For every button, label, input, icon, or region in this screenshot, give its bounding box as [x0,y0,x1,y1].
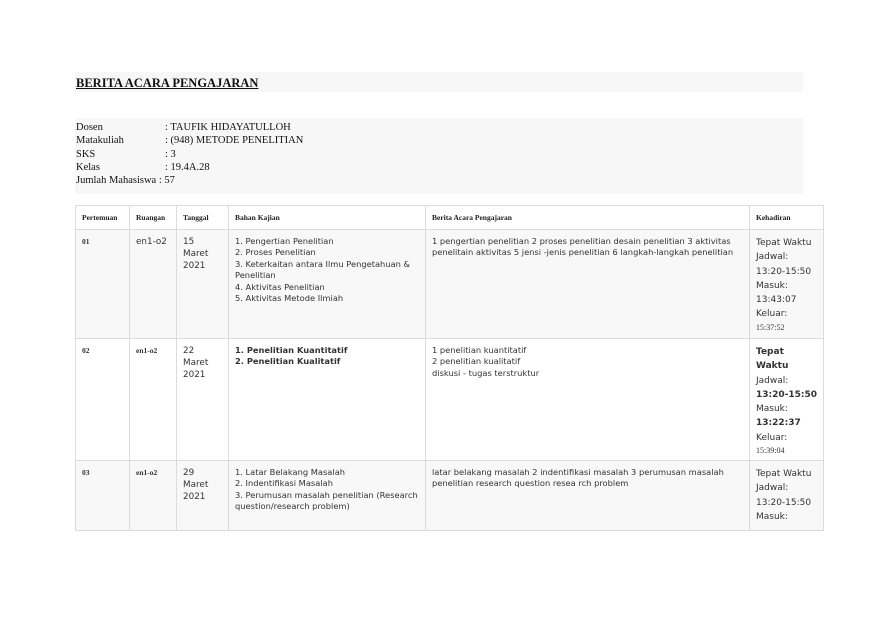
header-ruangan: Ruangan [130,206,177,230]
cell-kehadiran: Tepat Waktu Jadwal: 13:20-15:50 Masuk: 13:22:37 Keluar: 15:39:04 [750,339,824,461]
cell-bahan-kajian: 1. Latar Belakang Masalah 2. Indentifikasi Masalah 3. Perumusan masalah penelitian (Research question/research problem) [229,461,426,531]
header-berita-acara: Berita Acara Pengajaran [426,206,750,230]
table-header-row [76,206,824,230]
info-matakuliah: Matakuliah : (948) METODE PENELITIAN [76,135,304,147]
cell-ruangan: en1-o2 [130,230,177,339]
info-sks: SKS : 3 [76,148,176,160]
cell-tanggal: 15 Maret 2021 [177,230,229,339]
cell-bahan-kajian: 1. Pengertian Penelitian 2. Proses Penelitian 3. Keterkaitan antara Ilmu Pengetahuan & Penelitian 4. Aktivitas Penelitian 5. Aktivitas Metode Ilmiah [229,230,426,339]
page-title: BERITA ACARA PENGAJARAN [76,76,259,90]
cell-pertemuan: 01 [76,230,130,339]
info-jumlah-mahasiswa: Jumlah Mahasiswa : 57 [76,175,175,187]
header-bahan-kajian: Bahan Kajian [229,206,426,230]
table-row [76,461,824,531]
attendance-table [75,205,824,531]
cell-tanggal: 22 Maret 2021 [177,339,229,461]
info-dosen: Dosen : TAUFIK HIDAYATULLOH [76,122,291,133]
cell-ruangan: en1-o2 [130,461,177,531]
header-kehadiran: Kehadiran [750,206,824,230]
cell-berita-acara: 1 pengertian penelitian 2 proses penelitian desain penelitian 3 aktivitas penelitain aktivitas 5 jensi -jenis penelitian 6 langkah-langkah penelitian [426,230,750,339]
cell-pertemuan: 02 [76,339,130,461]
header-pertemuan: Pertemuan [76,206,130,230]
info-kelas: Kelas : 19.4A.28 [76,161,210,173]
cell-tanggal: 29 Maret 2021 [177,461,229,531]
cell-berita-acara: 1 penelitian kuantitatif 2 penelitian kualitatif diskusi - tugas terstruktur [426,339,750,461]
cell-pertemuan: 03 [76,461,130,531]
cell-bahan-kajian: 1. Penelitian Kuantitatif 2. Penelitian Kualitatif [229,339,426,461]
table-row [76,230,824,339]
table-row [76,339,824,461]
cell-berita-acara: latar belakang masalah 2 indentifikasi masalah 3 perumusan masalah penelitian research question resea rch problem [426,461,750,531]
cell-kehadiran: Tepat Waktu Jadwal: 13:20-15:50 Masuk: [750,461,824,531]
course-info [76,121,303,187]
cell-ruangan: en1-o2 [130,339,177,461]
cell-kehadiran: Tepat Waktu Jadwal: 13:20-15:50 Masuk: 13:43:07 Keluar: 15:37:52 [750,230,824,339]
header-tanggal: Tanggal [177,206,229,230]
